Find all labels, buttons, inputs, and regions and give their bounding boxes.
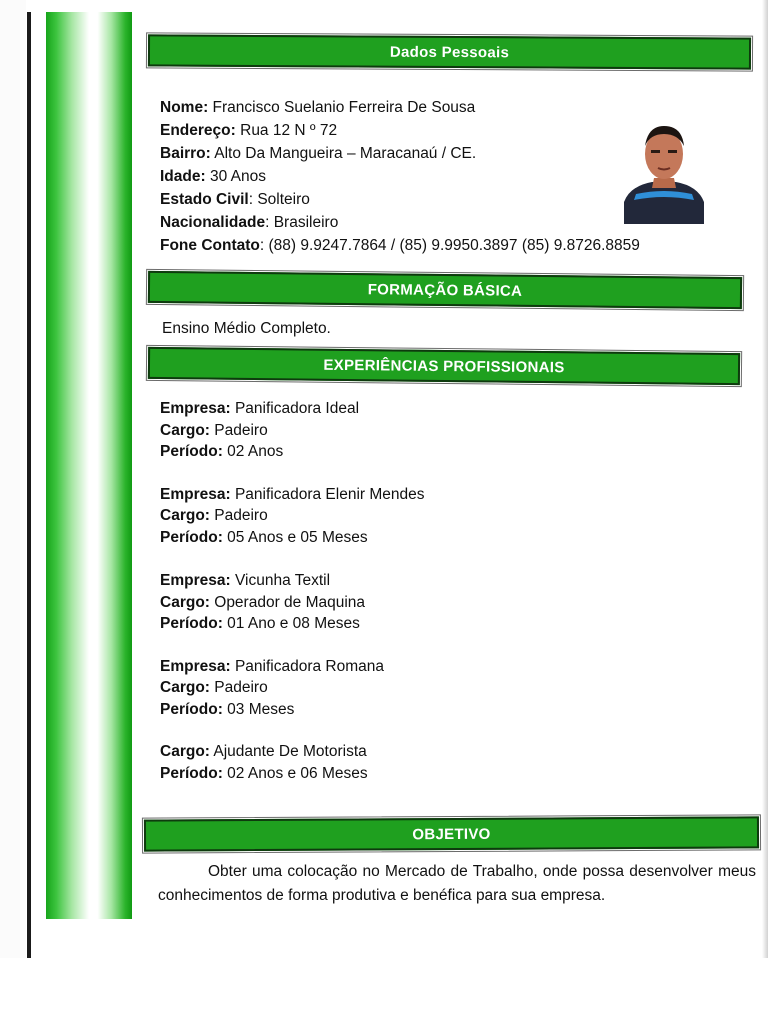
- experience-item: [160, 741, 720, 784]
- section-title: EXPERIÊNCIAS PROFISSIONAIS: [323, 356, 565, 376]
- label-empresa: Empresa:: [160, 400, 231, 417]
- exp-periodo-row: [160, 699, 720, 721]
- value-cargo: Padeiro: [209, 421, 268, 439]
- decorative-side-bar: [46, 12, 132, 919]
- label-estado-civil: Estado Civil: [160, 191, 249, 208]
- exp-empresa-row: [160, 484, 720, 506]
- section-header-experiencias: [148, 347, 740, 385]
- value-periodo: 03 Meses: [222, 700, 295, 718]
- value-empresa: Panificadora Ideal: [230, 400, 360, 417]
- formacao-text: Ensino Médio Completo.: [162, 320, 331, 337]
- value-estado-civil: : Solteiro: [248, 191, 310, 208]
- scan-shadow: [762, 0, 768, 958]
- value-periodo: 02 Anos e 06 Meses: [222, 764, 368, 782]
- value-endereco: Rua 12 N º 72: [235, 122, 338, 139]
- label-periodo: Período:: [160, 700, 223, 718]
- experience-item: [160, 570, 720, 635]
- exp-empresa-row: [160, 398, 720, 420]
- section-header-dados-pessoais: [148, 34, 751, 69]
- experience-list: [160, 398, 720, 805]
- section-header-objetivo: [144, 816, 759, 851]
- label-empresa: Empresa:: [160, 657, 231, 675]
- value-empresa: Vicunha Textil: [230, 572, 331, 589]
- label-endereco: Endereço:: [160, 122, 236, 139]
- experience-item: [160, 398, 720, 463]
- label-periodo: Período:: [160, 764, 223, 782]
- label-bairro: Bairro:: [160, 145, 211, 162]
- value-cargo: Ajudante De Motorista: [209, 743, 367, 760]
- value-empresa: Panificadora Romana: [230, 657, 385, 675]
- section-title: FORMAÇÃO BÁSICA: [367, 280, 523, 300]
- exp-periodo-row: [160, 763, 720, 785]
- label-empresa: Empresa:: [160, 485, 231, 503]
- label-cargo: Cargo:: [160, 679, 210, 696]
- section-title: Dados Pessoais: [389, 43, 510, 61]
- label-empresa: Empresa:: [160, 572, 231, 589]
- experience-item: [160, 484, 720, 549]
- value-nacionalidade: : Brasileiro: [265, 214, 339, 231]
- label-cargo: Cargo:: [160, 421, 210, 439]
- value-cargo: Padeiro: [209, 507, 268, 524]
- section-header-formacao: [148, 271, 742, 309]
- profile-photo: [622, 122, 706, 224]
- label-periodo: Período:: [160, 528, 223, 546]
- value-cargo: Padeiro: [209, 679, 268, 696]
- value-periodo: 02 Anos: [222, 443, 284, 460]
- label-fone: Fone Contato: [160, 237, 260, 254]
- section-title: OBJETIVO: [412, 825, 491, 843]
- exp-cargo-row: [160, 505, 720, 527]
- label-nome: Nome:: [160, 99, 209, 116]
- exp-empresa-row: [160, 570, 720, 592]
- label-cargo: Cargo:: [160, 743, 210, 760]
- label-nacionalidade: Nacionalidade: [160, 214, 266, 231]
- label-cargo: Cargo:: [160, 593, 210, 611]
- exp-empresa-row: [160, 656, 720, 678]
- value-periodo: 05 Anos e 05 Meses: [222, 528, 368, 546]
- exp-periodo-row: [160, 613, 720, 635]
- exp-periodo-row: [160, 441, 720, 463]
- page-bottom-margin: [0, 958, 768, 1024]
- personal-row-fone: [160, 234, 760, 257]
- value-periodo: 01 Ano e 08 Meses: [222, 615, 360, 632]
- person-avatar-icon: [622, 122, 706, 224]
- exp-cargo-row: [160, 677, 720, 699]
- scan-border-line: [27, 12, 31, 958]
- exp-cargo-row: [160, 741, 720, 763]
- value-idade: 30 Anos: [205, 168, 266, 185]
- label-periodo: Período:: [160, 443, 223, 460]
- value-bairro: Alto Da Mangueira – Maracanaú / CE.: [210, 145, 477, 162]
- value-empresa: Panificadora Elenir Mendes: [230, 485, 425, 503]
- label-cargo: Cargo:: [160, 507, 210, 524]
- value-fone: : (88) 9.9247.7864 / (85) 9.9950.3897 (85) 9.8726.8859: [259, 237, 640, 254]
- exp-cargo-row: [160, 420, 720, 442]
- exp-cargo-row: [160, 592, 720, 614]
- label-periodo: Período:: [160, 615, 223, 632]
- value-nome: Francisco Suelanio Ferreira De Sousa: [208, 99, 476, 116]
- scan-margin: [0, 0, 26, 958]
- value-cargo: Operador de Maquina: [209, 593, 366, 611]
- experience-item: [160, 656, 720, 721]
- personal-row-nome: [160, 96, 760, 119]
- label-idade: Idade:: [160, 168, 206, 185]
- objetivo-text: Obter uma colocação no Mercado de Trabalho, onde possa desenvolver meus conhecimentos de forma produtiva e benéfica para sua empresa.: [158, 863, 756, 904]
- exp-periodo-row: [160, 527, 720, 549]
